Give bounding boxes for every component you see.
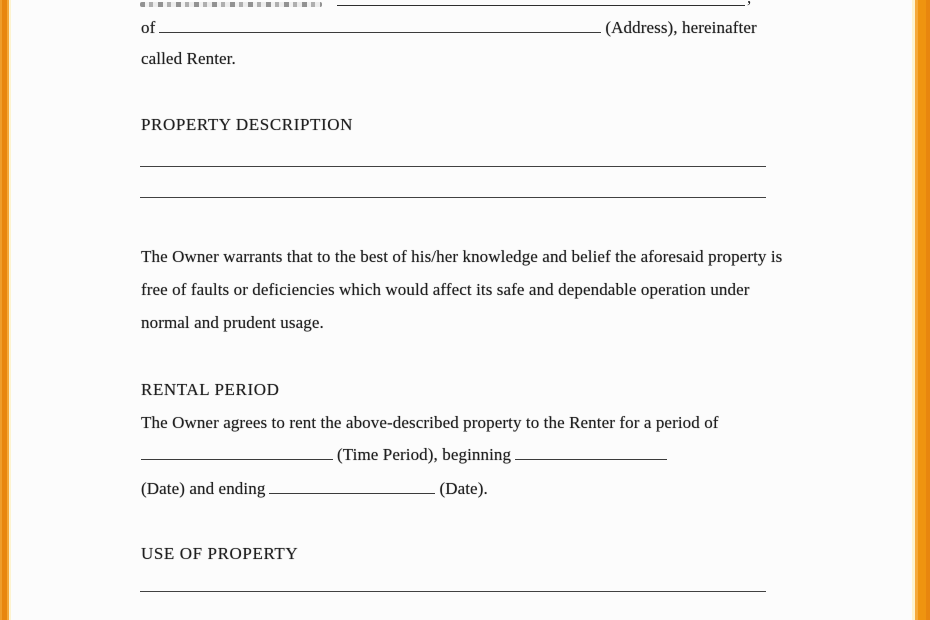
beginning-date-blank-field: [515, 445, 667, 460]
rental-period-intro: The Owner agrees to rent the above-described property to the Renter for a period of: [141, 413, 719, 432]
warranty-paragraph-line-1: The Owner warrants that to the best of his/her knowledge and belief the aforesaid property is: [141, 247, 783, 266]
address-suffix: (Address), hereinafter: [605, 18, 757, 37]
address-row: [141, 18, 757, 38]
blank-fill-line: [337, 5, 745, 6]
clipped-top-row: [0, 0, 930, 9]
right-orange-border: [912, 0, 930, 620]
called-renter-row: called Renter.: [141, 49, 236, 68]
property-description-heading: PROPERTY DESCRIPTION: [141, 115, 354, 134]
rental-period-heading: RENTAL PERIOD: [141, 380, 280, 399]
warranty-paragraph-line-3: normal and prudent usage.: [141, 313, 324, 332]
property-description-blank-line-2: [140, 197, 766, 198]
use-of-property-heading: USE OF PROPERTY: [141, 544, 299, 563]
time-period-row: [141, 445, 671, 465]
date-suffix-label: (Date).: [439, 479, 488, 498]
trailing-comma: [747, 0, 751, 8]
address-blank-field: [159, 18, 601, 33]
time-period-blank-field: [141, 445, 333, 460]
ending-date-blank-field: [269, 479, 435, 494]
clipped-text-fragment: [140, 2, 322, 7]
left-orange-border: [0, 0, 11, 620]
property-description-blank-line-1: [140, 166, 766, 167]
time-period-label: (Time Period), beginning: [337, 445, 512, 464]
use-of-property-blank-line: [140, 591, 766, 592]
address-prefix: of: [141, 18, 156, 37]
date-and-ending-label: (Date) and ending: [141, 479, 266, 498]
warranty-paragraph-line-2: free of faults or deficiencies which would affect its safe and dependable operation under: [141, 280, 750, 299]
dates-row: [141, 479, 488, 499]
